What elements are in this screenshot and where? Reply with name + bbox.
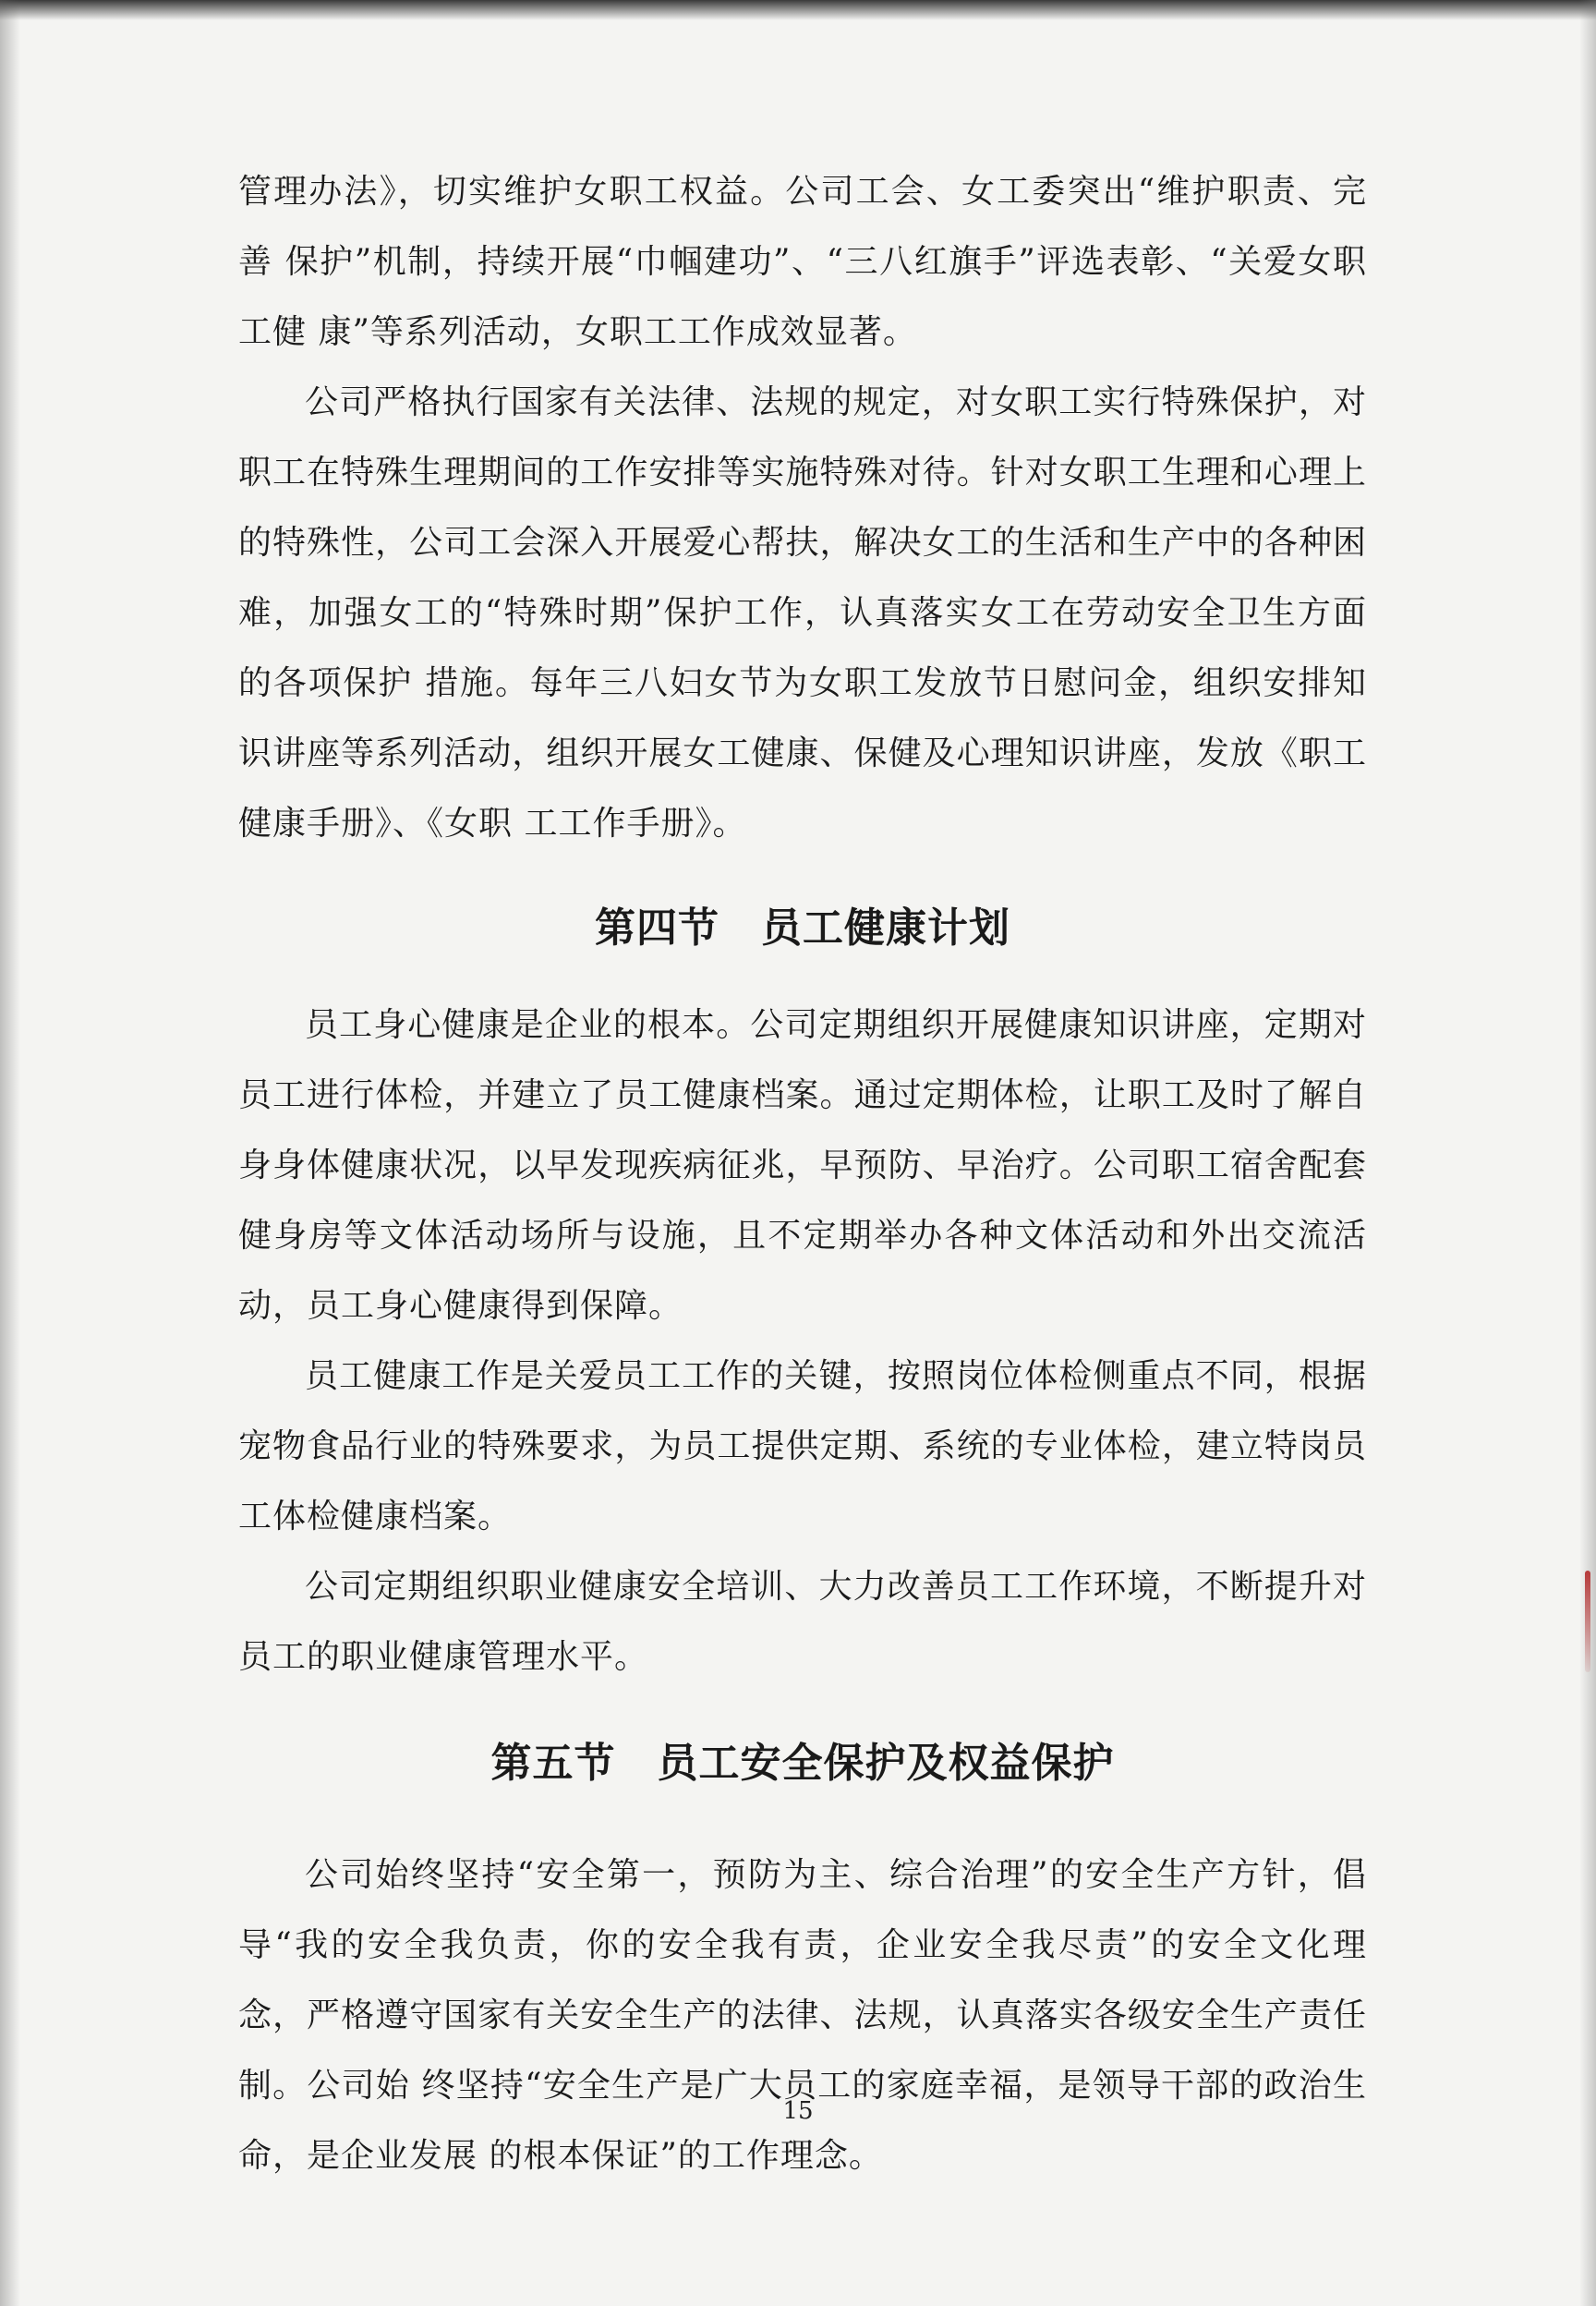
- scan-top-edge: [0, 0, 1596, 20]
- section-heading-5: 第五节 员工安全保护及权益保护: [490, 1740, 1115, 1787]
- section-heading-4: 第四节 员工健康计划: [595, 904, 1010, 952]
- paragraph-health-2: 员工健康工作是关爱员工工作的关键，按照岗位体检侧重点不同，根据宠物食品行业的特殊要求，为员工提供定期、系统的专业体检，建立特岗员工体检健康档案。: [238, 1357, 1367, 1535]
- paragraph-continued: 管理办法》，切实维护女职工权益。公司工会、女工委突出“维护职责、完善 保护”机制，持续开展“巾帼建功”、“三八红旗手”评选表彰、“关爱女职工健 康”等系列活动，女职工工作成效显著。: [238, 173, 1367, 351]
- document-body: [238, 157, 1367, 2191]
- paragraph-health-1: 员工身心健康是企业的根本。公司定期组织开展健康知识讲座，定期对员工进行体检，并建立了员工健康档案。通过定期体检，让职工及时了解自身身体健康状况，以早发现疾病征兆，早预防、早治疗。公司职工宿舍配套健身房等文体活动场所与设施，且不定期举办各种文体活动和外出交流活动，员工身心健康得到保障。: [238, 1006, 1367, 1325]
- paragraph-female-staff-protection: 公司严格执行国家有关法律、法规的规定，对女职工实行特殊保护，对职工在特殊生理期间的工作安排等实施特殊对待。针对女职工生理和心理上的特殊性，公司工会深入开展爱心帮扶，解决女工的生活和生产中的各种困难，加强女工的“特殊时期”保护工作，认真落实女工在劳动安全卫生方面的各项保护 措施。每年三八妇女节为女职工发放节日慰问金，组织安排知识讲座等系列活动，组织开展女工健康、保健及心理知识讲座，发放《职工健康手册》、《女职 工工作手册》。: [238, 383, 1367, 843]
- scan-right-shadow: [1579, 0, 1596, 2306]
- paragraph-health-3: 公司定期组织职业健康安全培训、大力改善员工工作环境，不断提升对员工的职业健康管理水平。: [238, 1568, 1367, 1676]
- scan-left-shadow: [0, 0, 20, 2306]
- page-number: 15: [782, 2097, 814, 2125]
- red-ink-mark: [1585, 1571, 1590, 1672]
- paragraph-safety-1: 公司始终坚持“安全第一，预防为主、综合治理”的安全生产方针，倡导“我的安全我负责，你的安全我有责，企业安全我尽责”的安全文化理念，严格遵守国家有关安全生产的法律、法规，认真落实各级安全生产责任制。公司始 终坚持“安全生产是广大员工的家庭幸福，是领导干部的政治生命，是企业发展 的根本保证”的工作理念。: [238, 1856, 1367, 2175]
